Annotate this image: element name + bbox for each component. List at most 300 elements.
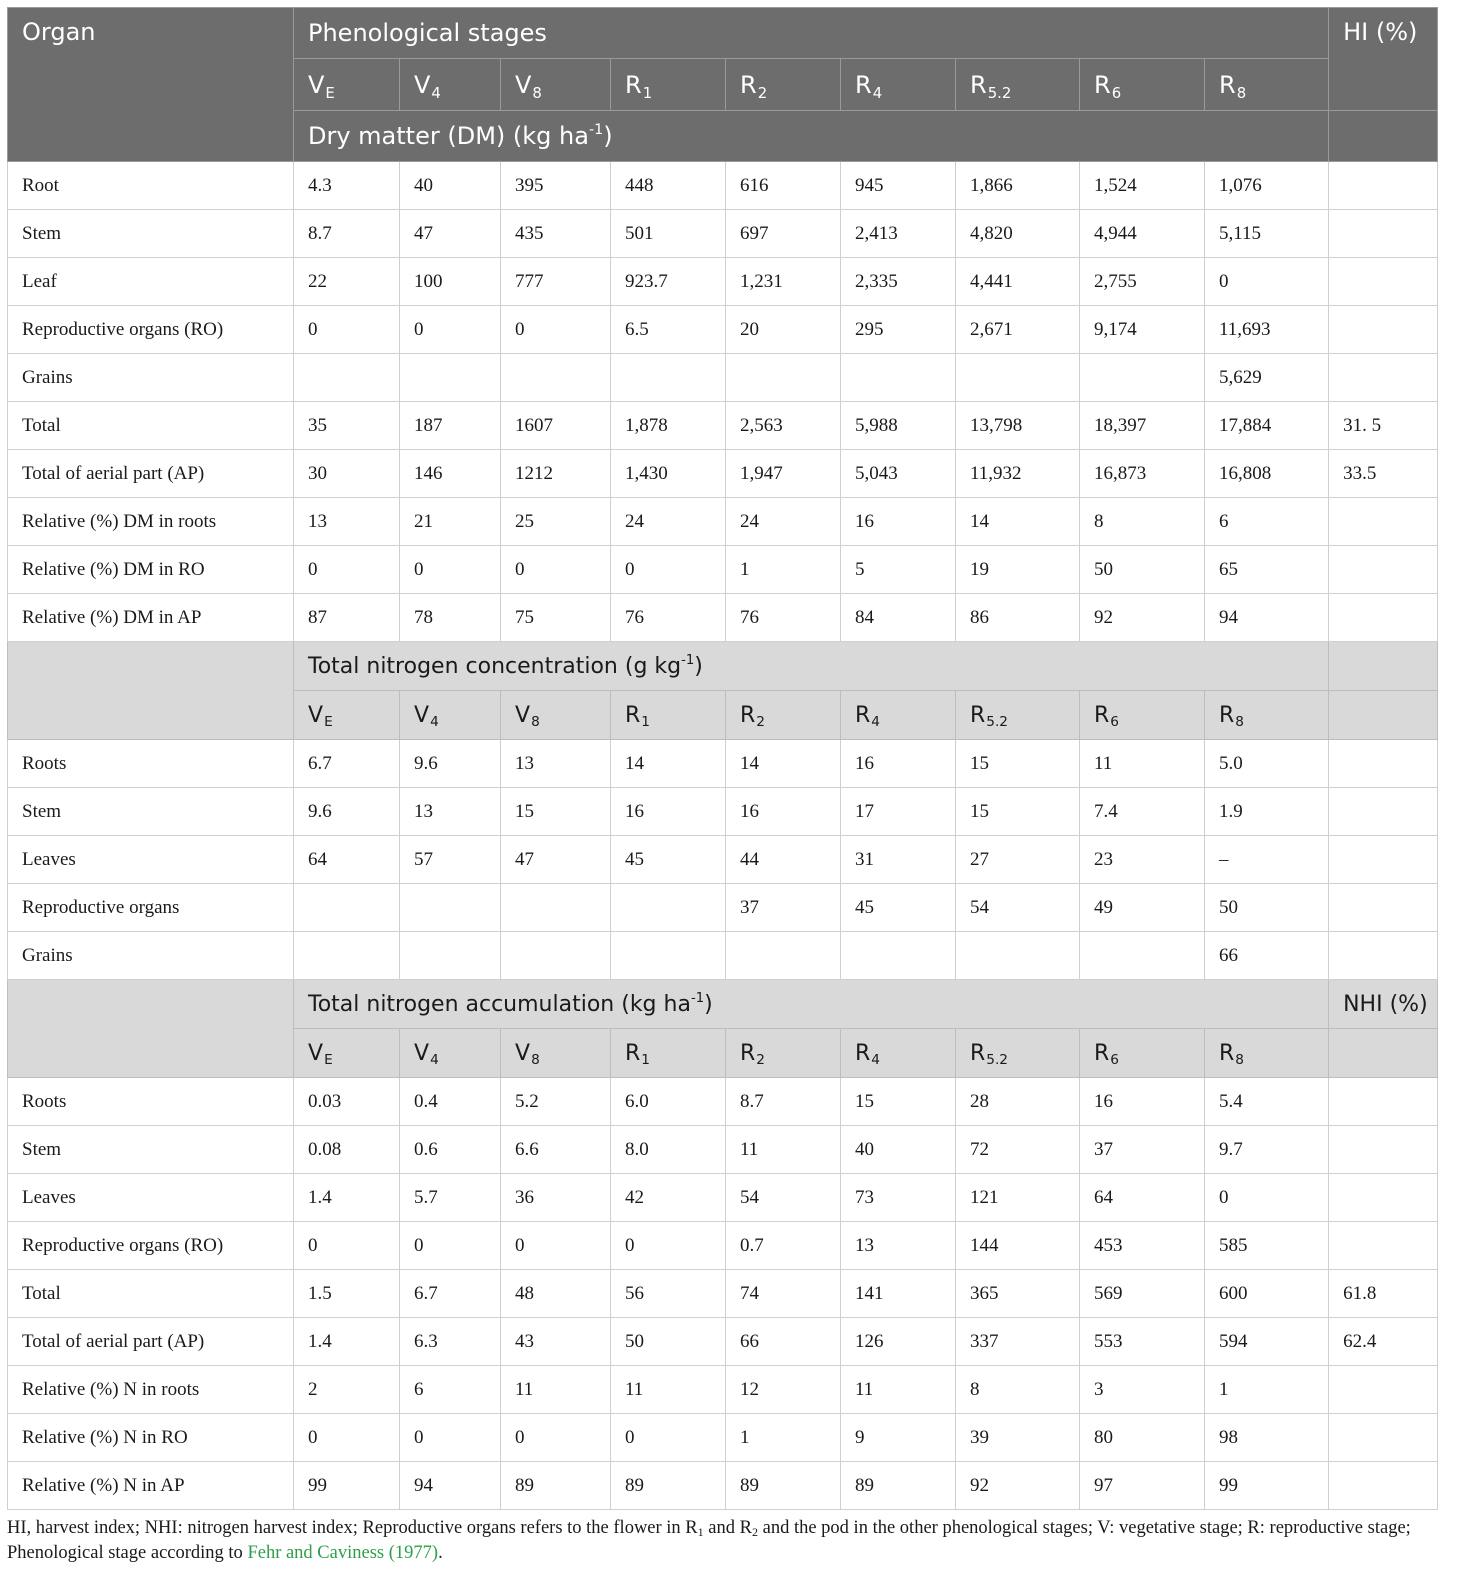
- index-cell: [1329, 498, 1438, 546]
- footnote-text-1: HI, harvest index; NHI: nitrogen harvest index; Reproductive organs refers to the flower in R: [7, 1518, 698, 1538]
- stage-letter: R: [1094, 1040, 1110, 1066]
- table-row: [8, 1462, 1438, 1510]
- table-row: [8, 258, 1438, 306]
- stage-letter: R: [970, 1040, 986, 1066]
- value-cell: 6: [400, 1366, 501, 1414]
- value-cell: 0: [294, 1222, 400, 1270]
- value-cell: 14: [956, 498, 1080, 546]
- stage-header-cell: [501, 691, 611, 740]
- table-container: [7, 7, 1437, 1510]
- value-cell: 0: [1205, 1174, 1329, 1222]
- stage-subscript: 2: [756, 1052, 765, 1069]
- index-cell: [1329, 836, 1438, 884]
- row-label: Stem: [8, 788, 294, 836]
- table-row: [8, 1414, 1438, 1462]
- table-row: [8, 884, 1438, 932]
- value-cell: [294, 354, 400, 402]
- section-row: [8, 642, 1438, 691]
- value-cell: 11: [501, 1366, 611, 1414]
- value-cell: 435: [501, 210, 611, 258]
- value-cell: 13: [841, 1222, 956, 1270]
- index-cell: [1329, 546, 1438, 594]
- stage-letter: V: [308, 1040, 324, 1066]
- table-row: [8, 1366, 1438, 1414]
- value-cell: [400, 884, 501, 932]
- value-cell: 11: [611, 1366, 726, 1414]
- value-cell: 24: [611, 498, 726, 546]
- value-cell: 27: [956, 836, 1080, 884]
- value-cell: 1.5: [294, 1270, 400, 1318]
- value-cell: 30: [294, 450, 400, 498]
- stage-letter: R: [855, 70, 872, 99]
- stage-subscript: E: [325, 83, 335, 102]
- value-cell: 25: [501, 498, 611, 546]
- stage-header-cell: [1205, 1029, 1329, 1078]
- value-cell: 20: [726, 306, 841, 354]
- value-cell: 295: [841, 306, 956, 354]
- value-cell: 17: [841, 788, 956, 836]
- index-cell: [1329, 306, 1438, 354]
- stage-header-cell: [400, 691, 501, 740]
- stage-header-cell: [1205, 59, 1329, 111]
- table-row: [8, 1222, 1438, 1270]
- value-cell: 99: [1205, 1462, 1329, 1510]
- value-cell: 945: [841, 162, 956, 210]
- table-row: [8, 546, 1438, 594]
- value-cell: 15: [841, 1078, 956, 1126]
- stage-header-cell: [841, 59, 956, 111]
- value-cell: 84: [841, 594, 956, 642]
- stage-letter: R: [1094, 70, 1111, 99]
- stage-letter: R: [855, 702, 871, 728]
- stage-letter: R: [740, 1040, 756, 1066]
- stage-letter: V: [414, 1040, 430, 1066]
- stage-header-cell: [1205, 691, 1329, 740]
- stage-letter: V: [515, 1040, 531, 1066]
- stage-letter: R: [625, 1040, 641, 1066]
- index-cell: [1329, 1174, 1438, 1222]
- stage-header-cell: [501, 1029, 611, 1078]
- stage-letter: R: [1219, 70, 1236, 99]
- phenological-header: Phenological stages: [294, 8, 1329, 59]
- value-cell: [841, 354, 956, 402]
- stage-letter: V: [308, 702, 324, 728]
- value-cell: 8.0: [611, 1126, 726, 1174]
- footnote-text-end: .: [438, 1543, 443, 1563]
- value-cell: 74: [726, 1270, 841, 1318]
- value-cell: 144: [956, 1222, 1080, 1270]
- empty-header-cell: [1329, 642, 1438, 691]
- value-cell: 35: [294, 402, 400, 450]
- value-cell: 89: [611, 1462, 726, 1510]
- value-cell: 1.4: [294, 1174, 400, 1222]
- value-cell: 12: [726, 1366, 841, 1414]
- value-cell: 0: [501, 306, 611, 354]
- index-cell: 33.5: [1329, 450, 1438, 498]
- section-title: [294, 111, 1329, 162]
- value-cell: 24: [726, 498, 841, 546]
- value-cell: [956, 354, 1080, 402]
- stage-header-cell: [726, 59, 841, 111]
- value-cell: [501, 354, 611, 402]
- value-cell: 1: [726, 546, 841, 594]
- table-row: [8, 354, 1438, 402]
- stage-subscript: 8: [532, 83, 542, 102]
- value-cell: 1: [726, 1414, 841, 1462]
- value-cell: 0.7: [726, 1222, 841, 1270]
- value-cell: 923.7: [611, 258, 726, 306]
- stage-header-cell: [611, 1029, 726, 1078]
- header-row: [8, 8, 1438, 59]
- value-cell: 13: [400, 788, 501, 836]
- stage-letter: R: [1094, 702, 1110, 728]
- value-cell: –: [1205, 836, 1329, 884]
- value-cell: 2,413: [841, 210, 956, 258]
- value-cell: 94: [1205, 594, 1329, 642]
- row-label: Total of aerial part (AP): [8, 1318, 294, 1366]
- value-cell: 0: [501, 1222, 611, 1270]
- table-row: [8, 1126, 1438, 1174]
- value-cell: 5,629: [1205, 354, 1329, 402]
- stage-header-cell: [956, 59, 1080, 111]
- value-cell: 1.9: [1205, 788, 1329, 836]
- value-cell: 6.3: [400, 1318, 501, 1366]
- value-cell: 15: [501, 788, 611, 836]
- value-cell: 3: [1080, 1366, 1205, 1414]
- value-cell: 14: [726, 740, 841, 788]
- value-cell: 43: [501, 1318, 611, 1366]
- value-cell: 121: [956, 1174, 1080, 1222]
- stage-letter: V: [515, 702, 531, 728]
- value-cell: 2,335: [841, 258, 956, 306]
- stage-header-cell: [1080, 691, 1205, 740]
- row-label: Total: [8, 402, 294, 450]
- stage-header-cell: [841, 1029, 956, 1078]
- value-cell: 0: [501, 1414, 611, 1462]
- unit-exponent: -1: [681, 652, 695, 668]
- value-cell: [400, 932, 501, 980]
- empty-header-cell: [1329, 691, 1438, 740]
- unit-exponent: -1: [690, 990, 705, 1006]
- row-label: Root: [8, 162, 294, 210]
- footnote-sub-1: 1: [697, 1525, 704, 1539]
- value-cell: 337: [956, 1318, 1080, 1366]
- value-cell: 5,043: [841, 450, 956, 498]
- table-row: [8, 740, 1438, 788]
- stage-subscript: 4: [430, 1052, 439, 1069]
- row-label: Reproductive organs (RO): [8, 1222, 294, 1270]
- stage-header-cell: [400, 59, 501, 111]
- stage-header-cell: [501, 59, 611, 111]
- value-cell: 89: [501, 1462, 611, 1510]
- value-cell: 0: [400, 546, 501, 594]
- value-cell: 6.5: [611, 306, 726, 354]
- value-cell: 36: [501, 1174, 611, 1222]
- value-cell: 6.6: [501, 1126, 611, 1174]
- value-cell: [726, 932, 841, 980]
- value-cell: 616: [726, 162, 841, 210]
- unit-exponent: -1: [588, 121, 604, 138]
- value-cell: 9.7: [1205, 1126, 1329, 1174]
- table-row: [8, 210, 1438, 258]
- value-cell: 5.4: [1205, 1078, 1329, 1126]
- empty-header-cell: [1329, 1029, 1438, 1078]
- section-title-close: ): [603, 122, 613, 150]
- value-cell: 16,808: [1205, 450, 1329, 498]
- organ-header: Organ: [8, 8, 294, 162]
- value-cell: 99: [294, 1462, 400, 1510]
- row-label: Roots: [8, 1078, 294, 1126]
- value-cell: 87: [294, 594, 400, 642]
- value-cell: 395: [501, 162, 611, 210]
- section-title-text: Total nitrogen concentration (g kg: [308, 653, 682, 679]
- value-cell: 11,932: [956, 450, 1080, 498]
- value-cell: [611, 354, 726, 402]
- index-cell: [1329, 788, 1438, 836]
- stage-subscript: 8: [531, 1052, 540, 1069]
- stage-subscript: 8: [531, 714, 540, 731]
- stage-letter: R: [970, 702, 986, 728]
- value-cell: 64: [1080, 1174, 1205, 1222]
- value-cell: 21: [400, 498, 501, 546]
- value-cell: 0.03: [294, 1078, 400, 1126]
- value-cell: 54: [726, 1174, 841, 1222]
- value-cell: 11: [726, 1126, 841, 1174]
- stage-header-cell: [294, 1029, 400, 1078]
- value-cell: 5.2: [501, 1078, 611, 1126]
- section-title: [294, 642, 1329, 691]
- row-label: Stem: [8, 210, 294, 258]
- value-cell: [611, 884, 726, 932]
- value-cell: [294, 932, 400, 980]
- value-cell: 100: [400, 258, 501, 306]
- value-cell: 1,947: [726, 450, 841, 498]
- footnote-sub-2: 2: [751, 1525, 758, 1539]
- value-cell: [294, 884, 400, 932]
- stage-subscript: 1: [642, 83, 653, 102]
- row-label: Reproductive organs: [8, 884, 294, 932]
- value-cell: 0.6: [400, 1126, 501, 1174]
- table-row: [8, 1078, 1438, 1126]
- stage-subscript: 5.2: [986, 714, 1008, 731]
- stage-letter: R: [625, 702, 641, 728]
- row-label: Grains: [8, 932, 294, 980]
- value-cell: 4.3: [294, 162, 400, 210]
- citation-link[interactable]: Fehr and Caviness (1977): [247, 1543, 439, 1563]
- value-cell: 777: [501, 258, 611, 306]
- table-body: [8, 8, 1438, 1510]
- empty-header-cell: [1329, 111, 1438, 162]
- value-cell: 9,174: [1080, 306, 1205, 354]
- index-cell: [1329, 884, 1438, 932]
- stage-header-cell: [956, 1029, 1080, 1078]
- stage-subscript: 4: [431, 83, 441, 102]
- value-cell: 15: [956, 788, 1080, 836]
- value-cell: 9: [841, 1414, 956, 1462]
- value-cell: 553: [1080, 1318, 1205, 1366]
- stage-letter: R: [625, 70, 642, 99]
- value-cell: [841, 932, 956, 980]
- stage-subscript: 6: [1110, 1052, 1119, 1069]
- value-cell: 1,231: [726, 258, 841, 306]
- table-row: [8, 306, 1438, 354]
- value-cell: 40: [400, 162, 501, 210]
- index-cell: 61.8: [1329, 1270, 1438, 1318]
- value-cell: 2: [294, 1366, 400, 1414]
- value-cell: 13,798: [956, 402, 1080, 450]
- value-cell: 0: [611, 546, 726, 594]
- value-cell: 23: [1080, 836, 1205, 884]
- value-cell: 187: [400, 402, 501, 450]
- value-cell: 66: [726, 1318, 841, 1366]
- value-cell: 54: [956, 884, 1080, 932]
- value-cell: 1,866: [956, 162, 1080, 210]
- stage-subscript: 5.2: [986, 1052, 1008, 1069]
- index-cell: [1329, 162, 1438, 210]
- value-cell: 65: [1205, 546, 1329, 594]
- value-cell: 97: [1080, 1462, 1205, 1510]
- value-cell: 600: [1205, 1270, 1329, 1318]
- value-cell: 13: [294, 498, 400, 546]
- value-cell: 4,944: [1080, 210, 1205, 258]
- stage-subscript: 8: [1235, 714, 1244, 731]
- row-label: Relative (%) N in roots: [8, 1366, 294, 1414]
- value-cell: 17,884: [1205, 402, 1329, 450]
- index-cell: [1329, 1222, 1438, 1270]
- table-row: [8, 402, 1438, 450]
- value-cell: 0: [501, 546, 611, 594]
- row-label: Leaves: [8, 1174, 294, 1222]
- value-cell: [501, 884, 611, 932]
- row-label: Roots: [8, 740, 294, 788]
- index-cell: [1329, 354, 1438, 402]
- row-label: Relative (%) DM in roots: [8, 498, 294, 546]
- value-cell: 66: [1205, 932, 1329, 980]
- stage-subscript: 5.2: [987, 83, 1012, 102]
- hi-header: HI (%): [1329, 8, 1438, 111]
- value-cell: 45: [841, 884, 956, 932]
- value-cell: 40: [841, 1126, 956, 1174]
- value-cell: 6.0: [611, 1078, 726, 1126]
- stage-header-cell: [1080, 59, 1205, 111]
- value-cell: 0: [400, 306, 501, 354]
- value-cell: 5.7: [400, 1174, 501, 1222]
- table-row: [8, 1174, 1438, 1222]
- value-cell: [400, 354, 501, 402]
- value-cell: 2,671: [956, 306, 1080, 354]
- table-row: [8, 450, 1438, 498]
- index-cell: [1329, 932, 1438, 980]
- value-cell: 0.4: [400, 1078, 501, 1126]
- stage-subscript: 2: [756, 714, 765, 731]
- table-row: [8, 932, 1438, 980]
- section-title-close: ): [704, 991, 713, 1017]
- value-cell: 92: [956, 1462, 1080, 1510]
- value-cell: 1212: [501, 450, 611, 498]
- value-cell: 16: [726, 788, 841, 836]
- value-cell: 86: [956, 594, 1080, 642]
- row-label: Total of aerial part (AP): [8, 450, 294, 498]
- index-cell: 62.4: [1329, 1318, 1438, 1366]
- value-cell: 11: [1080, 740, 1205, 788]
- value-cell: [501, 932, 611, 980]
- row-label: Grains: [8, 354, 294, 402]
- stage-subscript: 8: [1236, 83, 1247, 102]
- value-cell: 1607: [501, 402, 611, 450]
- stage-subscript: 1: [641, 714, 650, 731]
- value-cell: 28: [956, 1078, 1080, 1126]
- footnote-text-3: and the pod in the other phenological stages; V: vegetative stage; R: reproductive stage; Phenological stage according to: [7, 1518, 1411, 1563]
- value-cell: 1,878: [611, 402, 726, 450]
- value-cell: 42: [611, 1174, 726, 1222]
- stage-header-cell: [726, 1029, 841, 1078]
- stage-subscript: 6: [1111, 83, 1122, 102]
- value-cell: 146: [400, 450, 501, 498]
- value-cell: 1,524: [1080, 162, 1205, 210]
- value-cell: 92: [1080, 594, 1205, 642]
- value-cell: 448: [611, 162, 726, 210]
- section-title: [294, 980, 1329, 1029]
- value-cell: 569: [1080, 1270, 1205, 1318]
- value-cell: 1.4: [294, 1318, 400, 1366]
- value-cell: 4,820: [956, 210, 1080, 258]
- value-cell: 47: [501, 836, 611, 884]
- index-cell: [1329, 594, 1438, 642]
- table-row: [8, 162, 1438, 210]
- section-title-close: ): [694, 653, 703, 679]
- index-cell: [1329, 1462, 1438, 1510]
- row-label: Leaf: [8, 258, 294, 306]
- index-cell: [1329, 1078, 1438, 1126]
- stage-header-cell: [611, 691, 726, 740]
- value-cell: 16,873: [1080, 450, 1205, 498]
- stage-letter: R: [740, 702, 756, 728]
- value-cell: 80: [1080, 1414, 1205, 1462]
- stage-subscript: E: [324, 714, 333, 731]
- row-label: Total: [8, 1270, 294, 1318]
- value-cell: 5,988: [841, 402, 956, 450]
- index-cell: [1329, 1126, 1438, 1174]
- stage-subscript: 4: [872, 83, 883, 102]
- value-cell: 7.4: [1080, 788, 1205, 836]
- stage-header-cell: [956, 691, 1080, 740]
- value-cell: 0: [294, 1414, 400, 1462]
- value-cell: 8: [1080, 498, 1205, 546]
- value-cell: 19: [956, 546, 1080, 594]
- value-cell: 1,076: [1205, 162, 1329, 210]
- value-cell: 16: [841, 498, 956, 546]
- value-cell: 31: [841, 836, 956, 884]
- value-cell: [611, 932, 726, 980]
- value-cell: 4,441: [956, 258, 1080, 306]
- stage-letter: R: [1219, 702, 1235, 728]
- value-cell: 5: [841, 546, 956, 594]
- value-cell: 16: [841, 740, 956, 788]
- stage-header-cell: [726, 691, 841, 740]
- section-title-text: Total nitrogen accumulation (kg ha: [308, 991, 691, 1017]
- value-cell: 697: [726, 210, 841, 258]
- value-cell: 365: [956, 1270, 1080, 1318]
- stage-subscript: E: [324, 1052, 333, 1069]
- stage-letter: R: [1219, 1040, 1235, 1066]
- value-cell: 0.08: [294, 1126, 400, 1174]
- value-cell: 47: [400, 210, 501, 258]
- value-cell: 6.7: [400, 1270, 501, 1318]
- value-cell: 0: [400, 1414, 501, 1462]
- value-cell: 0: [294, 546, 400, 594]
- value-cell: 44: [726, 836, 841, 884]
- value-cell: 501: [611, 210, 726, 258]
